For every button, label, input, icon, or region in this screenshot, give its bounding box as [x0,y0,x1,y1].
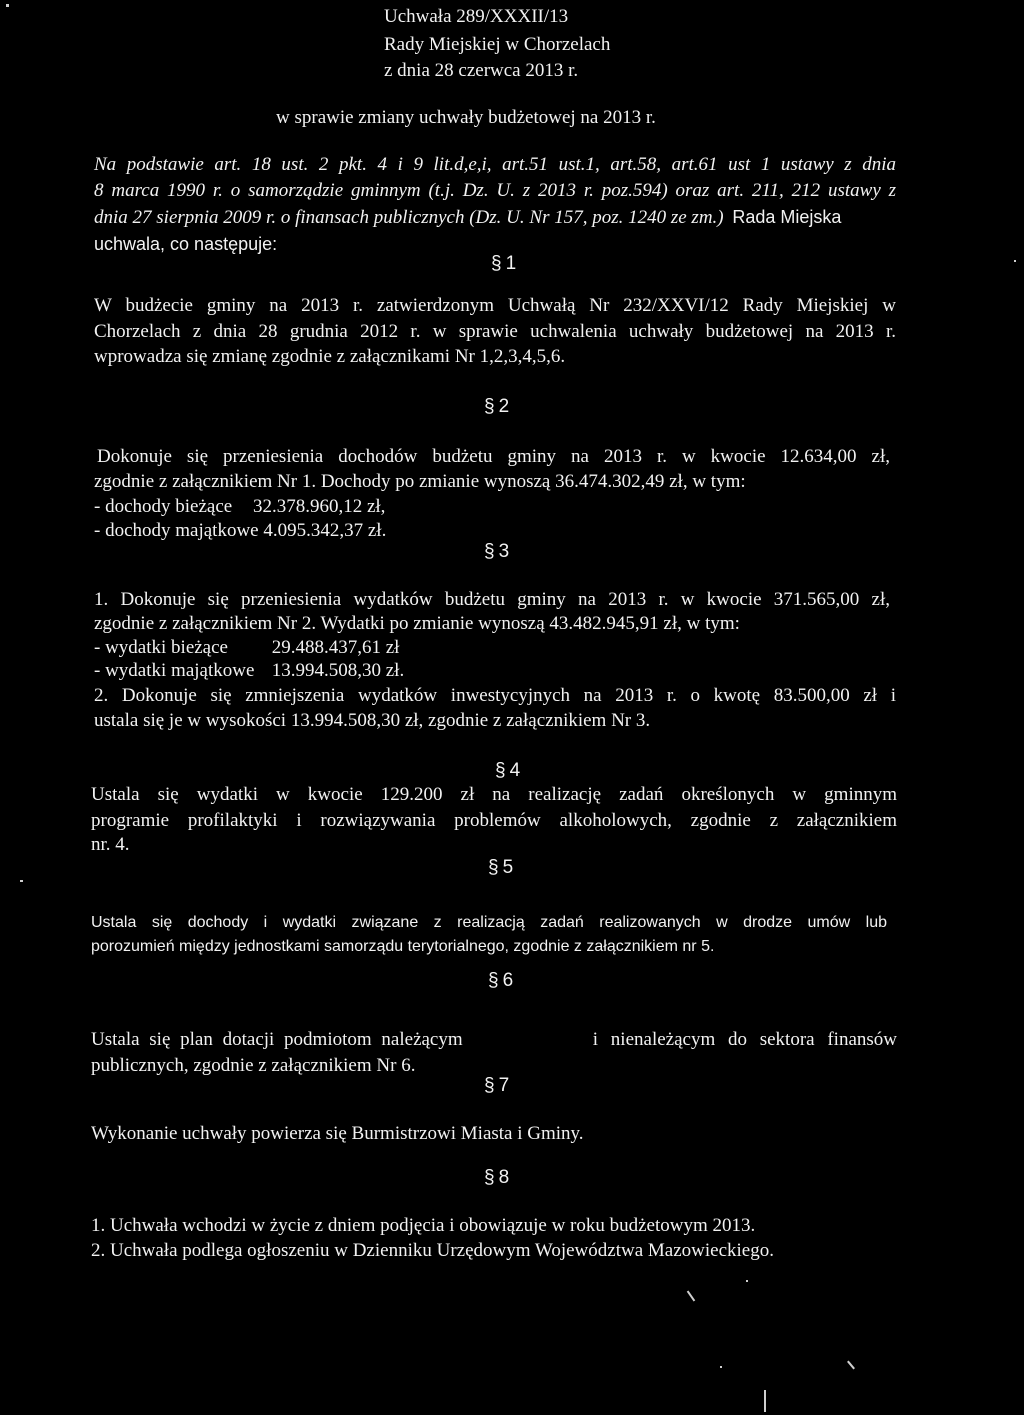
current-income-value: 32.378.960,12 zł, [252,496,386,517]
preamble-council: Rada Miejska [732,207,842,227]
section-heading-2: § 2 [484,396,510,417]
preamble-line: Na podstawie art. 18 ust. 2 pkt. 4 i 9 lit.d,e,i, art.51 ust.1, art.58, art.61 ust 1 ustawy z dnia [94,154,896,175]
section-1-text: W budżecie gminy na 2013 r. zatwierdzonym Uchwałą Nr 232/XXVI/12 Rady Miejskiej w [94,295,896,316]
section-heading-8: § 8 [484,1167,510,1188]
section-2-text [94,496,385,518]
section-3-text: ustala się je w wysokości 13.994.508,30 zł, zgodnie z załącznikiem Nr 3. [94,710,651,731]
section-2-text: - dochody majątkowe 4.095.342,37 zł. [94,520,387,541]
section-4-text: Ustala się wydatki w kwocie 129.200 zł na realizację zadań określonych w gminnym [91,784,897,805]
section-heading-7: § 7 [484,1075,510,1096]
resolution-date: z dnia 28 czerwca 2013 r. [384,60,579,81]
section-6-text-a: Ustala się plan dotacji podmiotom należącym [91,1029,463,1050]
section-heading-6: § 6 [488,970,514,991]
section-8-text: 2. Uchwała podlega ogłoszeniu w Dzienniku Urzędowym Województwa Mazowieckiego. [91,1240,774,1261]
scan-speck [847,1361,855,1370]
section-6-text [91,1029,897,1051]
capital-expenses-value: 13.994.508,30 zł. [271,660,405,681]
section-2-text: zgodnie z załącznikiem Nr 1. Dochody po zmianie wynoszą 36.474.302,49 zł, w tym: [94,471,746,492]
resolution-title: Uchwała 289/XXXII/13 [384,6,569,27]
section-heading-4: § 4 [495,760,521,781]
scan-speck [1014,260,1016,262]
current-expenses-value: 29.488.437,61 zł [271,637,400,658]
section-5-text: porozumień między jednostkami samorządu terytorialnego, zgodnie z załącznikiem nr 5. [91,938,715,955]
scan-speck [764,1390,766,1412]
current-expenses-label: - wydatki bieżące [94,637,228,658]
preamble-line [94,206,841,229]
scan-speck [720,1366,722,1368]
section-6-text-b: i nienależącym do sektora finansów [592,1029,897,1050]
scan-speck [746,1280,748,1282]
capital-expenses-label: - wydatki majątkowe [94,660,255,681]
section-heading-3: § 3 [484,541,510,562]
section-3-text [94,637,399,659]
scan-speck [687,1291,696,1302]
section-6-text: publicznych, zgodnie z załącznikiem Nr 6. [91,1055,416,1076]
resolution-issuer: Rady Miejskiej w Chorzelach [384,34,611,55]
section-4-text: programie profilaktyki i rozwiązywania problemów alkoholowych, zgodnie z załącznikiem [91,810,897,831]
section-1-text: Chorzelach z dnia 28 grudnia 2012 r. w sprawie uchwalenia uchwały budżetowej na 2013 r. [94,321,896,342]
scan-speck [20,880,23,882]
section-heading-1: § 1 [491,253,517,274]
section-2-text: Dokonuje się przeniesienia dochodów budżetu gminy na 2013 r. w kwocie 12.634,00 zł, [97,446,890,467]
section-3-text: zgodnie z załącznikiem Nr 2. Wydatki po zmianie wynoszą 43.482.945,91 zł, w tym: [94,613,740,634]
preamble-enacting-clause: uchwala, co następuje: [94,234,278,254]
preamble-citation: dnia 27 sierpnia 2009 r. o finansach publicznych (Dz. U. Nr 157, poz. 1240 ze zm.) [94,207,724,228]
section-3-text: 1. Dokonuje się przeniesienia wydatków budżetu gminy na 2013 r. w kwocie 371.565,00 zł, [94,589,890,610]
section-3-text: 2. Dokonuje się zmniejszenia wydatków inwestycyjnych na 2013 r. o kwotę 83.500,00 zł i [94,685,896,706]
section-7-text: Wykonanie uchwały powierza się Burmistrzowi Miasta i Gminy. [91,1123,584,1144]
resolution-subject: w sprawie zmiany uchwały budżetowej na 2013 r. [276,107,656,128]
preamble-line: 8 marca 1990 r. o samorządzie gminnym (t.j. Dz. U. z 2013 r. poz.594) oraz art. 211, 212 ustawy z [94,180,896,201]
section-4-text: nr. 4. [91,834,130,855]
section-5-text: Ustala się dochody i wydatki związane z realizacją zadań realizowanych w drodze umów lub [91,914,887,931]
section-1-text: wprowadza się zmianę zgodnie z załącznikami Nr 1,2,3,4,5,6. [94,346,566,367]
scan-speck [6,4,9,7]
section-3-text [94,660,404,682]
current-income-label: - dochody bieżące [94,496,233,517]
section-8-text: 1. Uchwała wchodzi w życie z dniem podjęcia i obowiązuje w roku budżetowym 2013. [91,1215,756,1236]
section-heading-5: § 5 [488,857,514,878]
